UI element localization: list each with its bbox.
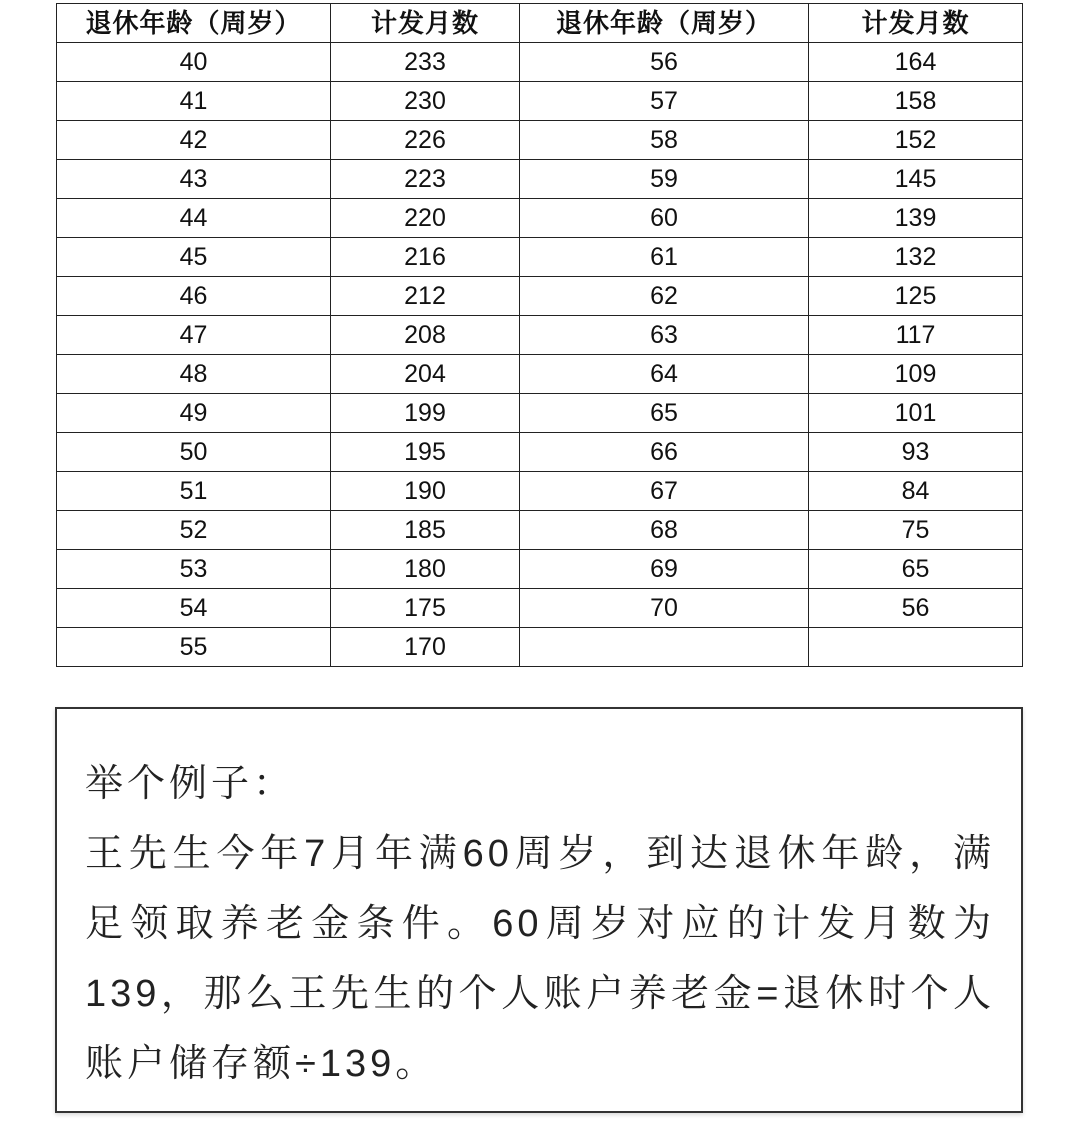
cell-retire-age-left: 44 [57,199,331,238]
table-row [57,472,1023,511]
table-row [57,355,1023,394]
cell-months-left: 216 [331,238,520,277]
table-row [57,160,1023,199]
cell-months-right: 145 [809,160,1023,199]
table-row [57,43,1023,82]
cell-retire-age-right: 62 [520,277,809,316]
table-row [57,589,1023,628]
cell-retire-age-left: 42 [57,121,331,160]
example-body: 王先生今年7月年满60周岁，到达退休年龄，满足领取养老金条件。60周岁对应的计发月数为139，那么王先生的个人账户养老金=退休时个人账户储存额÷139。 [85,833,995,1085]
cell-retire-age-left: 54 [57,589,331,628]
cell-months-left: 230 [331,82,520,121]
cell-months-right: 101 [809,394,1023,433]
cell-months-right: 84 [809,472,1023,511]
header-months-left: 计发月数 [331,4,520,43]
cell-retire-age-right: 64 [520,355,809,394]
cell-months-right: 93 [809,433,1023,472]
table-row [57,433,1023,472]
cell-retire-age-right: 65 [520,394,809,433]
cell-retire-age-left: 45 [57,238,331,277]
cell-retire-age-left: 50 [57,433,331,472]
header-retire-age-right: 退休年龄（周岁） [520,4,809,43]
cell-retire-age-right: 57 [520,82,809,121]
pension-months-table [56,3,1023,667]
cell-retire-age-left: 49 [57,394,331,433]
table-row [57,316,1023,355]
example-box [55,707,1023,1113]
table-row [57,550,1023,589]
cell-retire-age-right [520,628,809,667]
cell-months-left: 180 [331,550,520,589]
cell-retire-age-right: 59 [520,160,809,199]
cell-months-left: 175 [331,589,520,628]
cell-months-right: 65 [809,550,1023,589]
cell-months-right: 152 [809,121,1023,160]
cell-months-right [809,628,1023,667]
table-row [57,394,1023,433]
pension-months-table-wrap [56,3,1022,667]
header-months-right: 计发月数 [809,4,1023,43]
cell-months-right: 56 [809,589,1023,628]
table-row [57,511,1023,550]
cell-retire-age-left: 51 [57,472,331,511]
cell-months-right: 158 [809,82,1023,121]
cell-months-left: 233 [331,43,520,82]
cell-retire-age-left: 47 [57,316,331,355]
cell-retire-age-right: 69 [520,550,809,589]
cell-months-left: 190 [331,472,520,511]
cell-months-right: 117 [809,316,1023,355]
table-row [57,121,1023,160]
cell-months-left: 223 [331,160,520,199]
cell-retire-age-left: 55 [57,628,331,667]
cell-retire-age-right: 63 [520,316,809,355]
cell-retire-age-left: 40 [57,43,331,82]
cell-retire-age-right: 61 [520,238,809,277]
cell-retire-age-left: 43 [57,160,331,199]
table-row [57,277,1023,316]
cell-retire-age-left: 46 [57,277,331,316]
table-body [57,43,1023,667]
cell-retire-age-right: 70 [520,589,809,628]
cell-months-right: 132 [809,238,1023,277]
table-row [57,199,1023,238]
cell-retire-age-left: 41 [57,82,331,121]
table-row [57,82,1023,121]
cell-months-left: 204 [331,355,520,394]
table-header-row [57,4,1023,43]
example-title: 举个例子： [85,763,296,805]
cell-months-right: 125 [809,277,1023,316]
cell-retire-age-left: 48 [57,355,331,394]
cell-months-left: 212 [331,277,520,316]
cell-retire-age-left: 52 [57,511,331,550]
cell-retire-age-right: 68 [520,511,809,550]
cell-months-left: 199 [331,394,520,433]
cell-retire-age-right: 56 [520,43,809,82]
cell-retire-age-right: 60 [520,199,809,238]
cell-months-right: 109 [809,355,1023,394]
cell-months-left: 220 [331,199,520,238]
table-row [57,628,1023,667]
cell-months-right: 139 [809,199,1023,238]
cell-months-left: 226 [331,121,520,160]
cell-retire-age-right: 67 [520,472,809,511]
cell-months-left: 208 [331,316,520,355]
cell-months-right: 75 [809,511,1023,550]
cell-months-left: 170 [331,628,520,667]
cell-retire-age-left: 53 [57,550,331,589]
table-row [57,238,1023,277]
cell-months-left: 185 [331,511,520,550]
cell-retire-age-right: 58 [520,121,809,160]
cell-months-right: 164 [809,43,1023,82]
cell-months-left: 195 [331,433,520,472]
cell-retire-age-right: 66 [520,433,809,472]
header-retire-age-left: 退休年龄（周岁） [57,4,331,43]
